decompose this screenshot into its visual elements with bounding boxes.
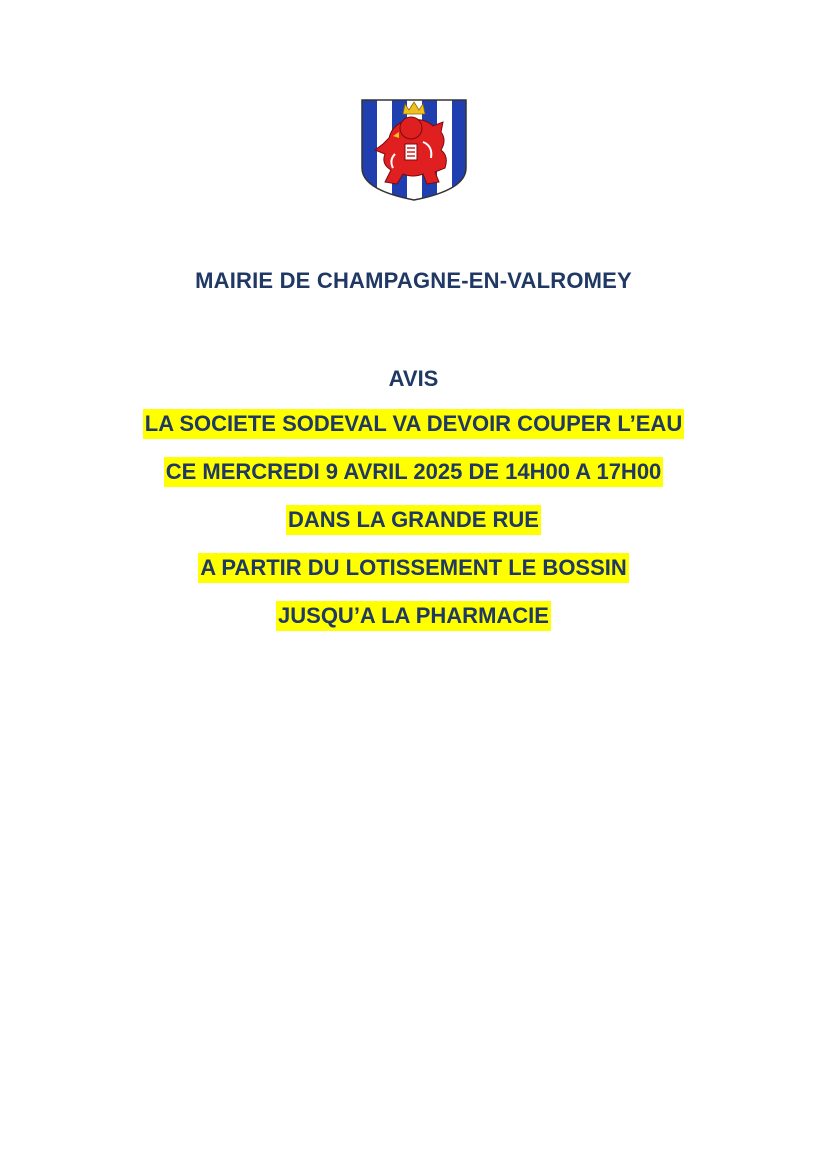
coat-of-arms-icon — [359, 98, 469, 202]
highlighted-text: A PARTIR DU LOTISSEMENT LE BOSSIN — [198, 553, 629, 583]
highlighted-text: CE MERCREDI 9 AVRIL 2025 DE 14H00 A 17H00 — [164, 457, 664, 487]
highlighted-text: JUSQU’A LA PHARMACIE — [276, 601, 551, 631]
notice-heading: AVIS — [388, 366, 439, 391]
notice-body — [0, 409, 827, 649]
notice-line — [0, 601, 827, 649]
notice-line — [0, 409, 827, 457]
notice-line — [0, 457, 827, 505]
page-title: MAIRIE DE CHAMPAGNE-EN-VALROMEY — [195, 268, 632, 293]
notice-line — [0, 553, 827, 601]
notice-line — [0, 505, 827, 553]
highlighted-text: LA SOCIETE SODEVAL VA DEVOIR COUPER L’EAU — [143, 409, 684, 439]
highlighted-text: DANS LA GRANDE RUE — [286, 505, 541, 535]
